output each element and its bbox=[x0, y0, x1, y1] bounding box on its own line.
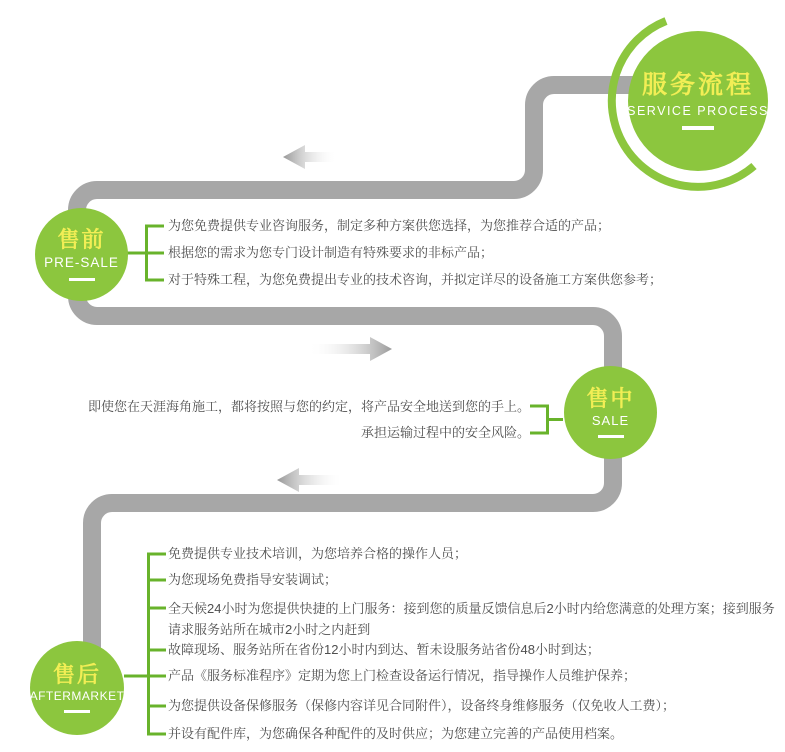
header-title-en: SERVICE PROCESS bbox=[627, 103, 769, 118]
aftermarket-item: 故障现场、服务站所在省份12小时内到达、暂未设服务站省份48小时到达； bbox=[168, 642, 600, 657]
pre-sale-bracket bbox=[126, 226, 164, 280]
aftermarket-title-en: AFTERMARKET bbox=[29, 688, 125, 703]
arrow-left-bottom-icon bbox=[277, 468, 343, 492]
sale-title-cn: 售中 bbox=[586, 385, 635, 411]
pre-sale-item: 对于特殊工程，为您免费提出专业的技术咨询，并拟定详尽的设备施工方案供您参考； bbox=[168, 272, 663, 287]
sale-item: 即使您在天涯海角施工，都将按照与您的约定，将产品安全地送到您的手上。 bbox=[87, 399, 530, 414]
stage-circle-aftermarket bbox=[30, 641, 124, 735]
aftermarket-title-cn: 售后 bbox=[52, 661, 101, 687]
sale-bracket bbox=[530, 406, 563, 433]
header-title-cn: 服务流程 bbox=[641, 71, 754, 100]
pre-sale-item: 为您免费提供专业咨询服务，制定多种方案供您选择，为您推荐合适的产品； bbox=[168, 218, 611, 233]
aftermarket-item: 为您现场免费指导安装调试； bbox=[168, 572, 338, 587]
aftermarket-item: 并设有配件库，为您确保各种配件的及时供应；为您建立完善的产品使用档案。 bbox=[168, 726, 624, 741]
stage-circle-pre-sale bbox=[35, 208, 128, 301]
sale-underline bbox=[598, 435, 624, 438]
arrow-right-middle-icon bbox=[308, 337, 392, 361]
header-circle bbox=[628, 31, 768, 171]
aftermarket-item: 免费提供专业技术培训，为您培养合格的操作人员； bbox=[168, 546, 468, 561]
header-underline bbox=[682, 126, 714, 130]
pre-sale-title-en: PRE-SALE bbox=[44, 254, 119, 270]
sale-item: 承担运输过程中的安全风险。 bbox=[360, 425, 530, 440]
aftermarket-underline bbox=[64, 710, 90, 713]
stage-circle-sale bbox=[564, 366, 657, 459]
pre-sale-underline bbox=[69, 278, 95, 281]
aftermarket-item: 为您提供设备保修服务（保修内容详见合同附件），设备终身维修服务（仅免收人工费）； bbox=[168, 698, 676, 713]
sale-title-en: SALE bbox=[591, 412, 630, 428]
pre-sale-title-cn: 售前 bbox=[57, 227, 106, 253]
aftermarket-bracket bbox=[124, 554, 166, 734]
aftermarket-item: 全天候24小时为您提供快捷的上门服务：接到您的质量反馈信息后2小时内给您满意的处理方案；接到服务请求服务站所在城市2小时之内赶到 bbox=[168, 601, 775, 637]
aftermarket-item: 产品《服务标准程序》定期为您上门检查设备运行情况，指导操作人员维护保养； bbox=[168, 668, 637, 683]
arrow-left-top-icon bbox=[283, 145, 337, 169]
pre-sale-item: 根据您的需求为您专门设计制造有特殊要求的非标产品； bbox=[168, 245, 494, 260]
